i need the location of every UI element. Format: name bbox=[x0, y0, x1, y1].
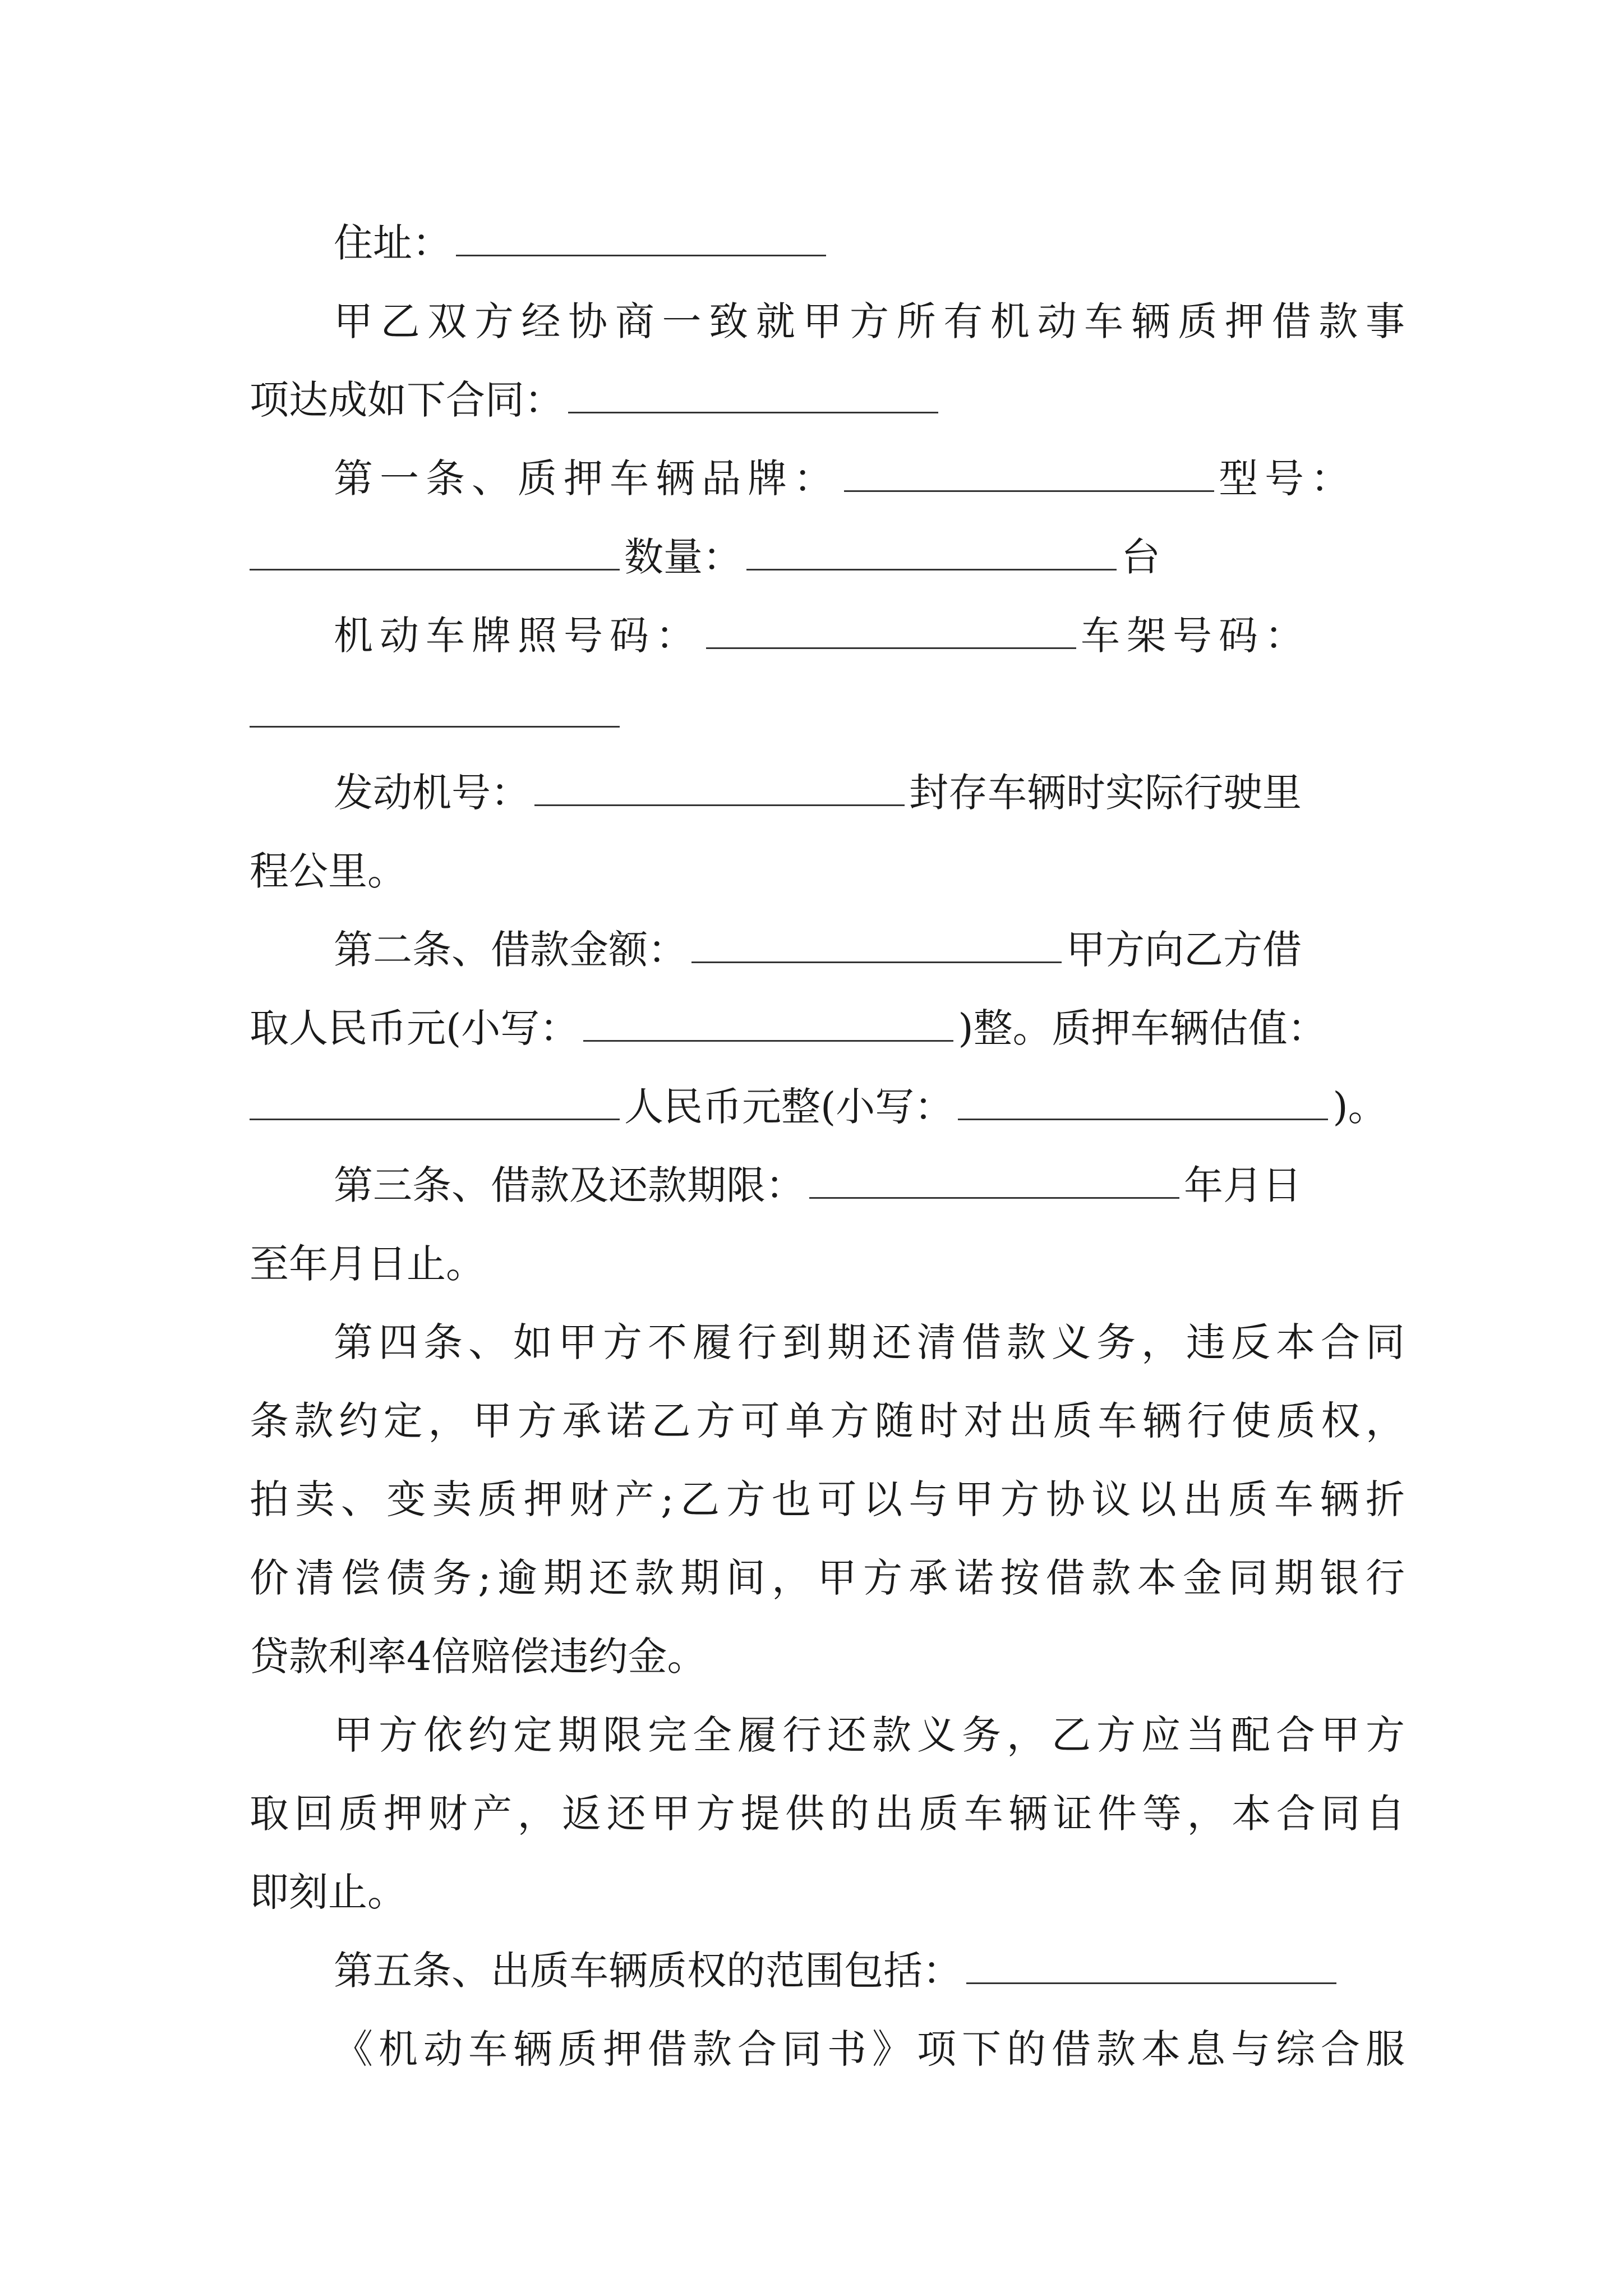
frame-number-label: 车架号码： bbox=[1081, 613, 1311, 659]
paragraph-line bbox=[250, 1858, 1405, 1926]
paragraph-text: 甲方向乙方借 bbox=[1066, 927, 1302, 973]
term-blank bbox=[809, 1163, 1179, 1199]
plate-blank bbox=[706, 614, 1076, 649]
valuation-label: )整。质押车辆估值： bbox=[958, 1005, 1327, 1051]
valuation-figure-blank bbox=[958, 1085, 1328, 1120]
paragraph-text: 贷款利率4倍赔偿违约金。 bbox=[250, 1634, 707, 1680]
paragraph-text: 价清偿债务;逾期还款期间，甲方承诺按借款本金同期银行 bbox=[250, 1555, 1405, 1601]
paragraph-line bbox=[250, 2016, 1405, 2083]
date-text: 年月日 bbox=[1184, 1162, 1302, 1208]
paragraph-text: 人民币元整(小写： bbox=[624, 1084, 954, 1130]
paragraph-line bbox=[250, 366, 1405, 434]
address-label: 住址： bbox=[334, 220, 451, 266]
term-label: 第三条、借款及还款期限： bbox=[334, 1162, 805, 1208]
paragraph-text: 程公里。 bbox=[250, 848, 407, 894]
paragraph-text: 《机动车辆质押借款合同书》项下的借款本息与综合服 bbox=[334, 2026, 1405, 2072]
paragraph-text: )。 bbox=[1332, 1084, 1387, 1130]
agreement-blank bbox=[568, 378, 938, 413]
paragraph-text: 第四条、如甲方不履行到期还清借款义务，违反本合同 bbox=[334, 1319, 1405, 1365]
paragraph-line bbox=[250, 1309, 1405, 1376]
vehicle-brand-blank bbox=[844, 457, 1214, 492]
paragraph-text: 即刻止。 bbox=[250, 1869, 407, 1915]
plate-label: 机动车牌照号码： bbox=[334, 613, 702, 659]
engine-line bbox=[250, 759, 1405, 826]
loan-amount-blank bbox=[691, 928, 1062, 963]
plate-line bbox=[250, 602, 1405, 669]
article-5-line bbox=[250, 1937, 1405, 2004]
valuation-blank bbox=[250, 1085, 620, 1120]
paragraph-text: 条款约定，甲方承诺乙方可单方随时对出质车辆行使质权， bbox=[250, 1398, 1405, 1444]
paragraph-text: 拍卖、变卖质押财产;乙方也可以与甲方协议以出质车辆折 bbox=[250, 1476, 1405, 1522]
frame-number-line bbox=[250, 680, 1405, 748]
model-label: 型号： bbox=[1219, 455, 1357, 501]
vehicle-brand-label: 第一条、质押车辆品牌： bbox=[334, 455, 840, 501]
paragraph-line bbox=[250, 1387, 1405, 1455]
mileage-text: 封存车辆时实际行驶里 bbox=[909, 770, 1302, 816]
paragraph-text: 甲方依约定期限完全履行还款义务，乙方应当配合甲方 bbox=[334, 1712, 1405, 1758]
paragraph-line bbox=[250, 1466, 1405, 1533]
article-3-line bbox=[250, 1152, 1405, 1219]
loan-amount-label: 第二条、借款金额： bbox=[334, 927, 687, 973]
paragraph-line bbox=[250, 1780, 1405, 1847]
frame-number-blank bbox=[250, 692, 620, 728]
paragraph-line bbox=[250, 1544, 1405, 1612]
paragraph-text: 取人民币元(小写： bbox=[250, 1005, 579, 1051]
paragraph-line bbox=[250, 288, 1405, 355]
pledge-scope-label: 第五条、出质车辆质权的范围包括： bbox=[334, 1948, 962, 1994]
paragraph-line bbox=[250, 995, 1405, 1062]
unit-label: 台 bbox=[1121, 534, 1160, 580]
quantity-blank bbox=[746, 535, 1117, 570]
quantity-label: 数量： bbox=[624, 534, 742, 580]
paragraph-text: 项达成如下合同： bbox=[250, 377, 564, 423]
address-line bbox=[250, 209, 1405, 277]
pledge-scope-blank bbox=[966, 1949, 1336, 1984]
model-blank bbox=[250, 535, 620, 570]
paragraph-line bbox=[250, 1230, 1405, 1297]
engine-blank bbox=[534, 771, 905, 806]
article-1-line bbox=[250, 445, 1405, 512]
paragraph-text: 甲乙双方经协商一致就甲方所有机动车辆质押借款事 bbox=[334, 298, 1405, 344]
paragraph-text: 至年月日止。 bbox=[250, 1241, 485, 1287]
quantity-line bbox=[250, 523, 1405, 591]
paragraph-text: 取回质押财产，返还甲方提供的出质车辆证件等，本合同自 bbox=[250, 1791, 1405, 1837]
paragraph-line bbox=[250, 1073, 1405, 1140]
engine-label: 发动机号： bbox=[334, 770, 530, 816]
paragraph-line bbox=[250, 1623, 1405, 1690]
paragraph-line bbox=[250, 1701, 1405, 1769]
address-blank bbox=[456, 221, 826, 256]
paragraph-line bbox=[250, 838, 1405, 905]
article-2-line bbox=[250, 916, 1405, 983]
loan-amount-figure-blank bbox=[583, 1006, 953, 1042]
